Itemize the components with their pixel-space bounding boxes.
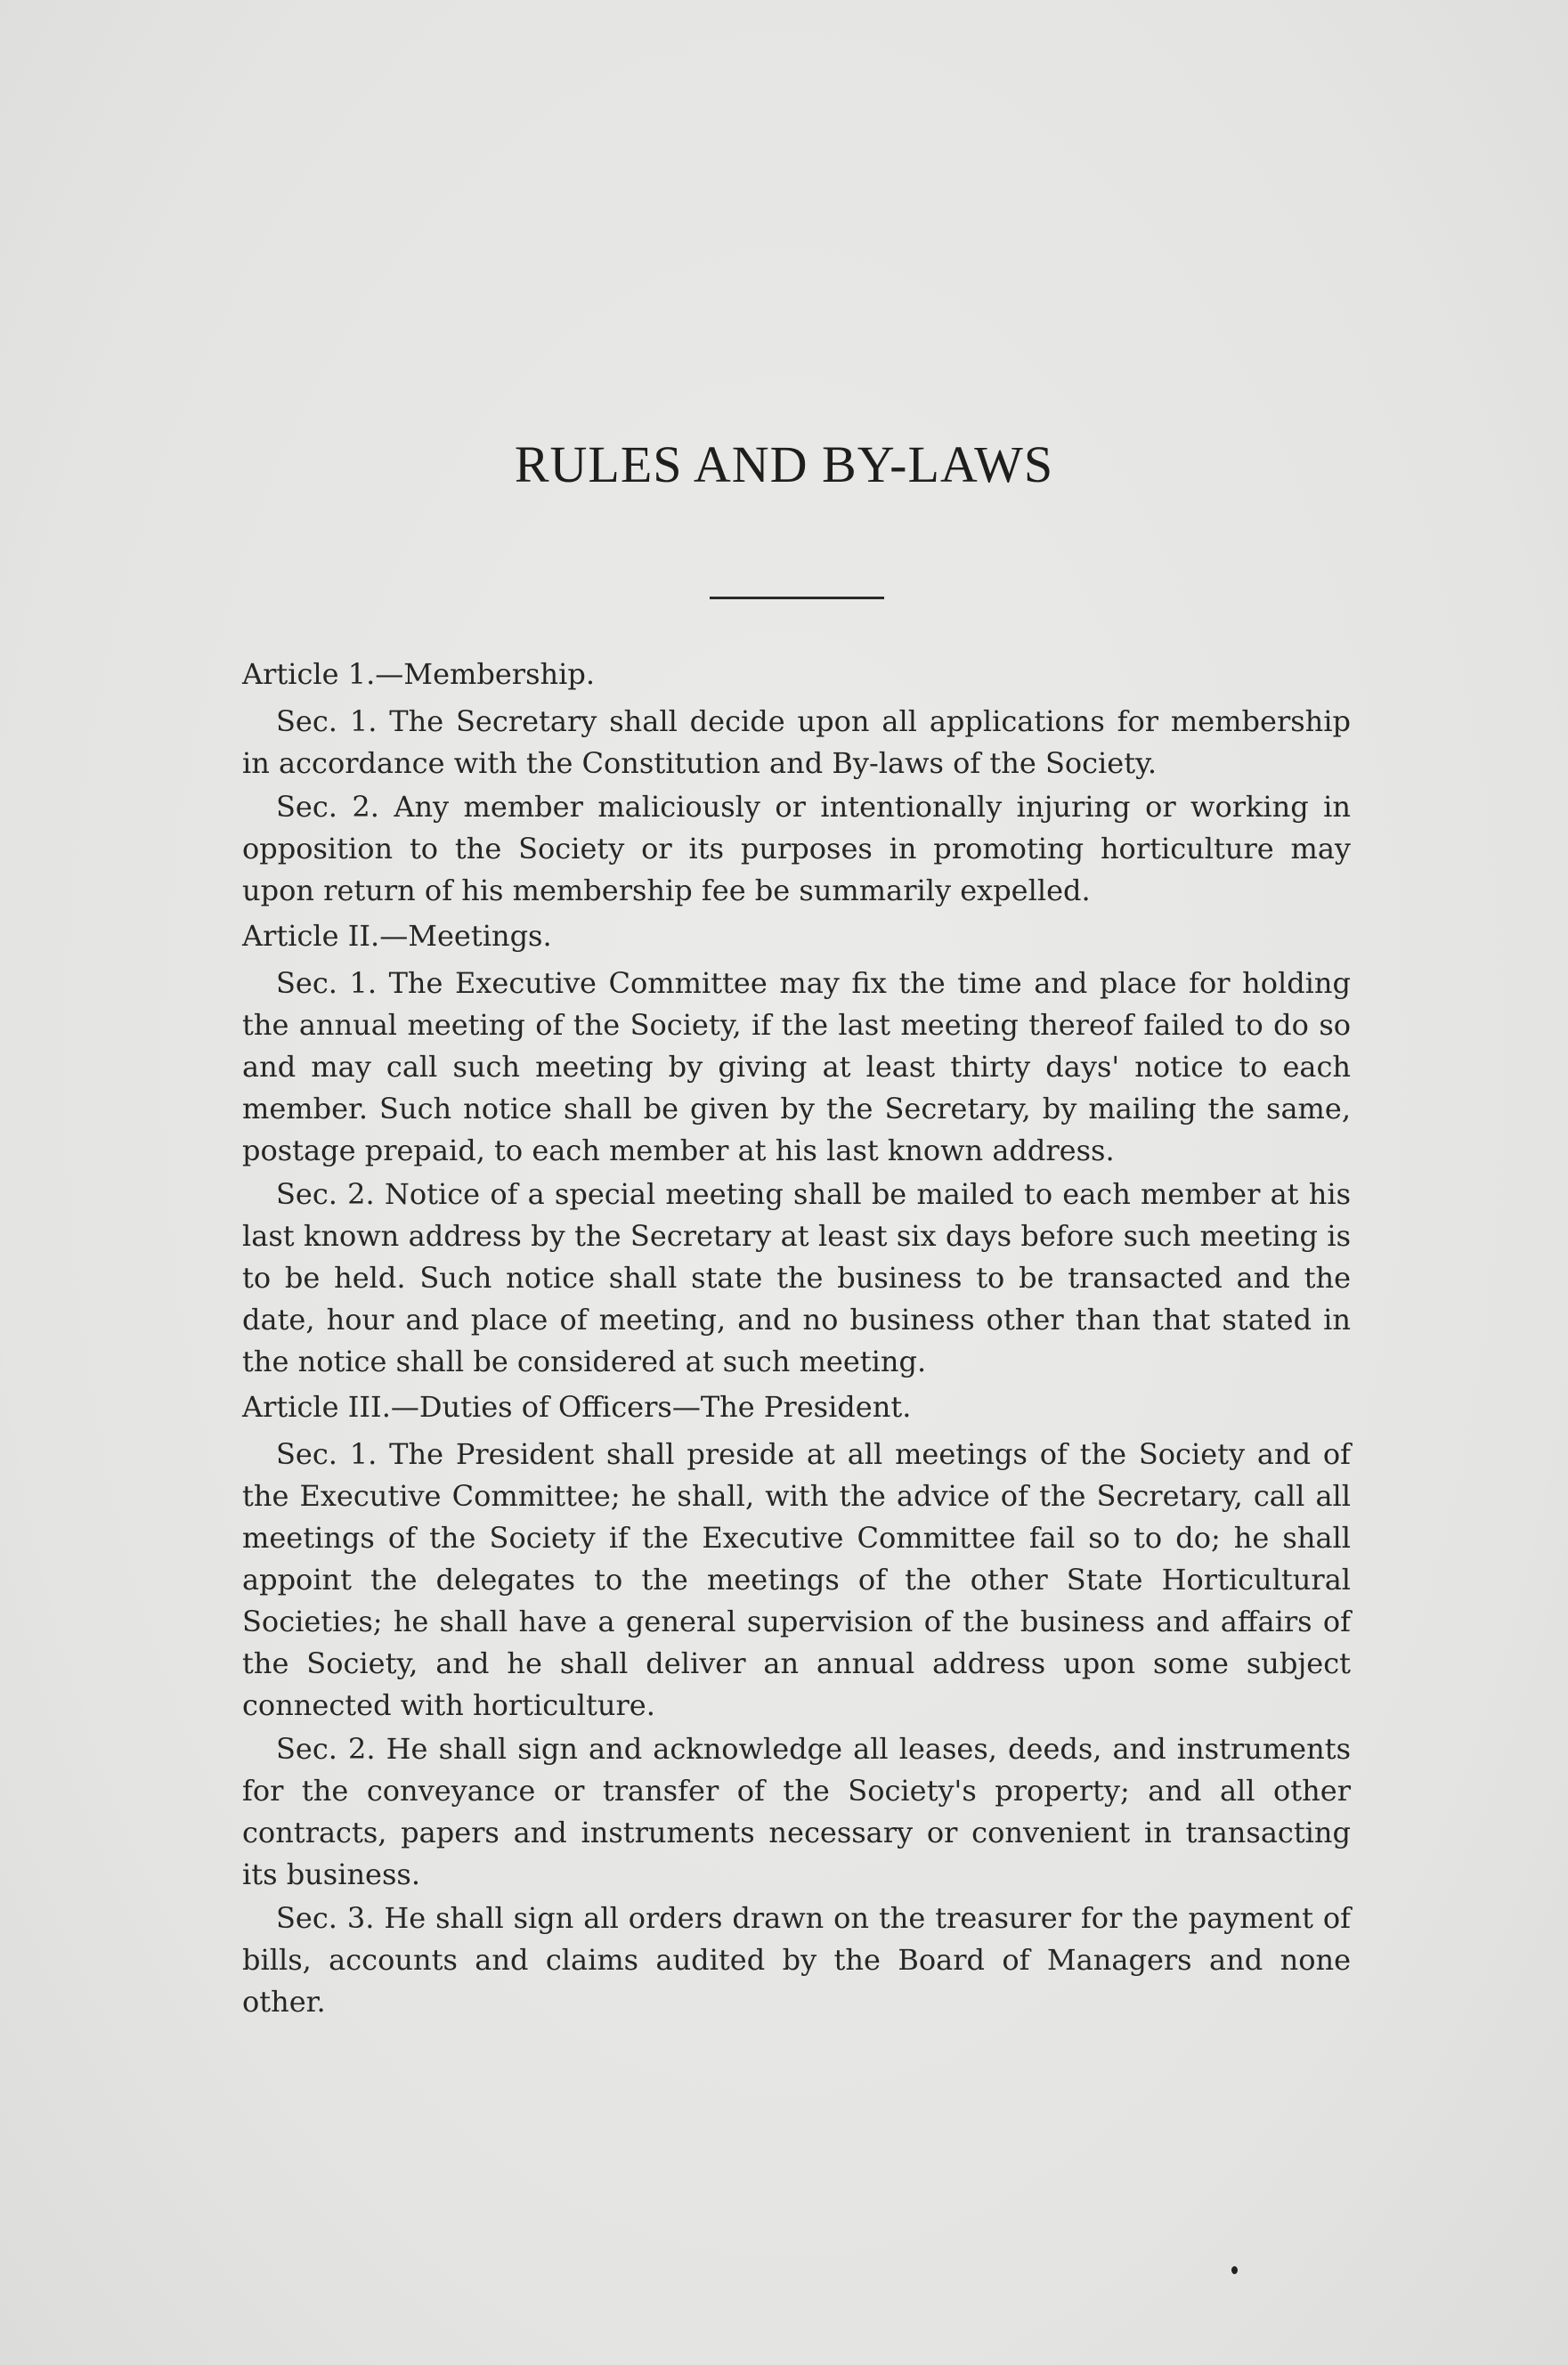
page-title: RULES AND BY-LAWS bbox=[514, 435, 1054, 493]
article-heading: Article 1.—Membership. bbox=[242, 657, 595, 691]
rules-body bbox=[242, 650, 1351, 2023]
article-2 bbox=[242, 912, 1351, 1383]
article-heading: Article III.—Duties of Officers—The President. bbox=[242, 1390, 912, 1424]
section-paragraph: Sec. 1. The Executive Committee may fix the time and place for holding the annual meeting of the Society, if the last meeting thereof failed to do so and may call such meeting by giving at least thirty days' notice to each member. Such notice shall be given by the Secretary, by mailing the same, postage prepaid, to each member at his last known address. bbox=[242, 966, 1351, 1167]
article-heading: Article II.—Meetings. bbox=[242, 919, 552, 953]
ink-speck bbox=[1231, 2266, 1238, 2274]
section-paragraph: Sec. 1. The President shall preside at all meetings of the Society and of the Executive Committee; he shall, with the advice of the Secretary, call all meetings of the Society if the Executive Committee fail so to do; he shall appoint the delegates to the meetings of the other State Horticultural Societies; he shall have a general supervision of the business and affairs of the Society, and he shall deliver an annual address upon some subject connected with horticulture. bbox=[242, 1437, 1351, 1722]
section-paragraph: Sec. 1. The Secretary shall decide upon all applications for membership in accordance with the Constitution and By-laws of the Society. bbox=[242, 704, 1351, 780]
section-paragraph: Sec. 2. Notice of a special meeting shall be mailed to each member at his last known address by the Secretary at least six days before such meeting is to be held. Such notice shall state the business to be transacted and the date, hour and place of meeting, and no business other than that stated in the notice shall be considered at such meeting. bbox=[242, 1177, 1351, 1378]
section-paragraph: Sec. 3. He shall sign all orders drawn on the treasurer for the payment of bills, accounts and claims audited by the Board of Managers and none other. bbox=[242, 1901, 1351, 2019]
title-divider bbox=[710, 597, 884, 599]
article-3 bbox=[242, 1383, 1351, 2023]
section-paragraph: Sec. 2. Any member maliciously or intentionally injuring or working in opposition to the Society or its purposes in promoting horticulture may upon return of his membership fee be summarily expelled. bbox=[242, 790, 1351, 907]
section-paragraph: Sec. 2. He shall sign and acknowledge all leases, deeds, and instruments for the conveyance or transfer of the Society's property; and all other contracts, papers and instruments necessary or convenient in transacting its business. bbox=[242, 1732, 1351, 1891]
article-1 bbox=[242, 650, 1351, 912]
